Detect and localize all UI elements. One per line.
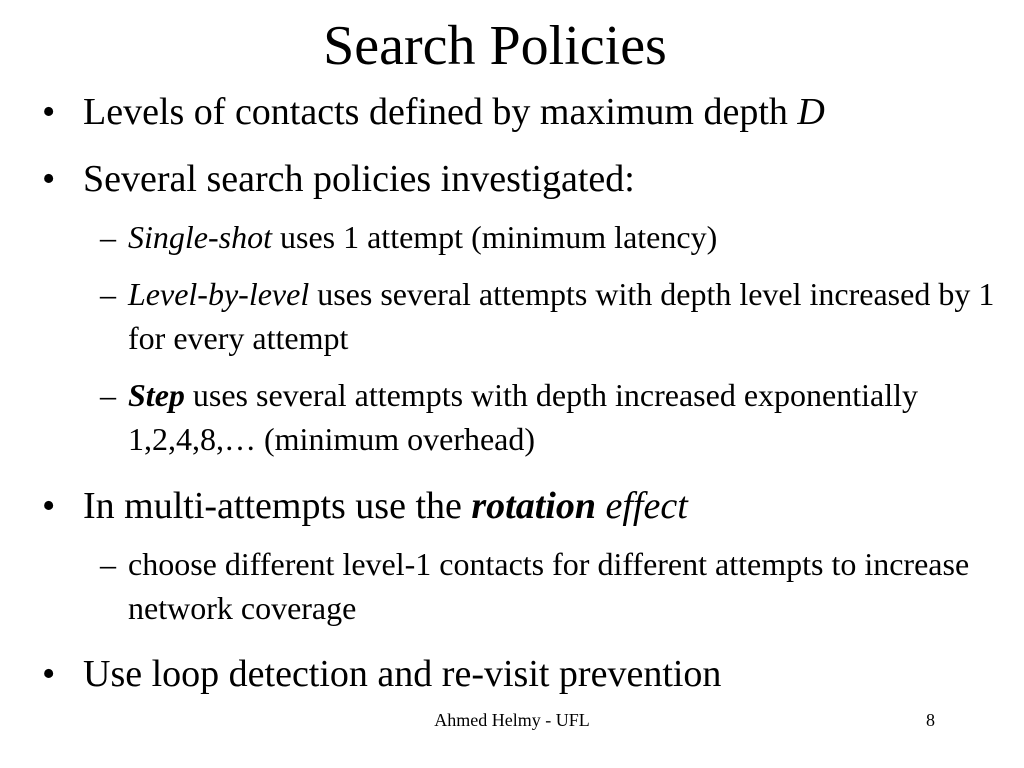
rotation-term: rotation (471, 485, 596, 527)
page-number: 8 (926, 710, 935, 730)
slide-title: Search Policies (323, 15, 667, 77)
policy-term: Step (128, 377, 185, 413)
bullet-mark: • (42, 485, 56, 527)
sub-bullet-mark: – (100, 219, 116, 255)
bullet-search-policies (40, 155, 1010, 203)
policy-term: Level-by-level (128, 276, 310, 312)
sub-bullet-text: uses 1 attempt (minimum latency) (271, 219, 718, 255)
sub-bullet-mark: – (100, 377, 116, 413)
bullet-text: In multi-attempts use the (83, 485, 472, 527)
bullet-mark: • (42, 158, 56, 200)
bullet-rotation-effect (40, 482, 1010, 530)
footer-author: Ahmed Helmy - UFL (434, 710, 590, 730)
bullet-mark: • (42, 91, 56, 133)
policy-term: Single-shot (128, 219, 272, 255)
bullet-text: Several search policies investigated: (83, 158, 635, 200)
slide-body (40, 86, 1010, 698)
sub-bullet-level-1-contacts (40, 542, 1010, 630)
sub-bullet-text: uses several attempts with depth increased exponentially 1,2,4,8,… (minimum overhead) (128, 377, 918, 457)
bullet-mark: • (42, 653, 56, 695)
bullet-text: Use loop detection and re-visit prevention (83, 653, 722, 695)
sub-bullet-text: uses several attempts with depth level increased by 1 for every attempt (128, 276, 995, 356)
bullet-levels-of-contacts (40, 88, 1010, 136)
depth-variable: D (797, 91, 825, 133)
effect-term: effect (605, 485, 688, 527)
sub-bullet-text: choose different level-1 contacts for different attempts to increase network coverage (128, 546, 970, 626)
bullet-text: Levels of contacts defined by maximum depth (83, 91, 798, 133)
sub-bullet-mark: – (100, 546, 116, 582)
sub-bullet-single-shot (40, 215, 1010, 259)
bullet-loop-detection (40, 650, 1010, 698)
sub-bullet-step (40, 373, 1010, 461)
sub-bullet-level-by-level (40, 272, 1010, 360)
sub-bullet-mark: – (100, 276, 116, 312)
